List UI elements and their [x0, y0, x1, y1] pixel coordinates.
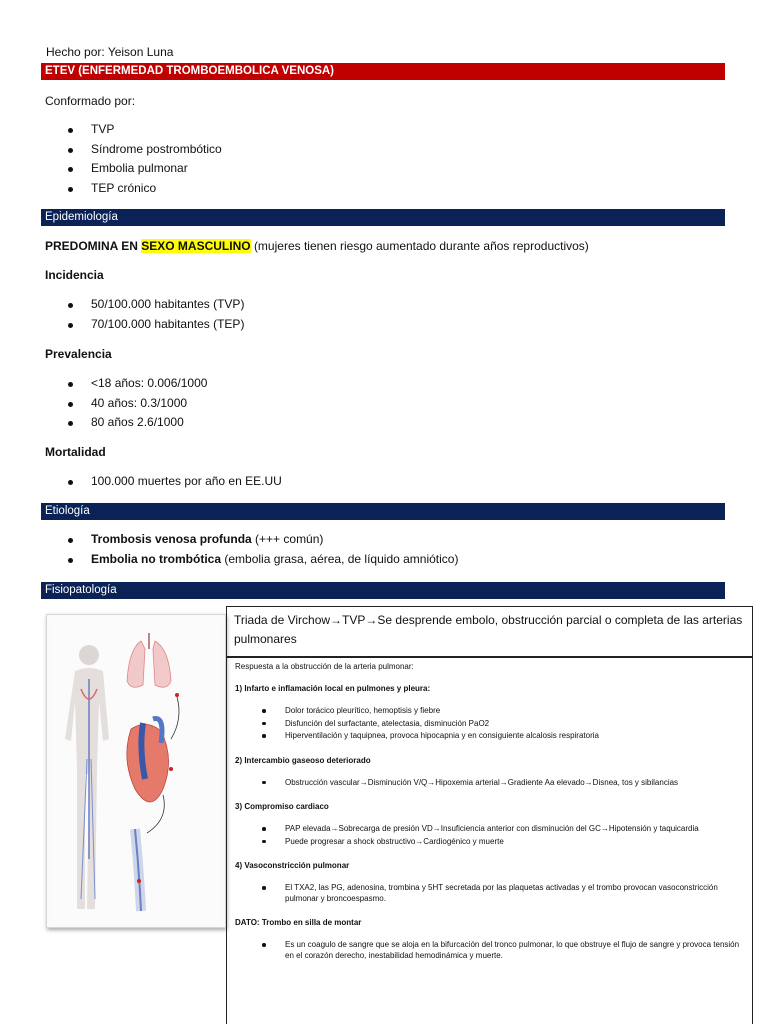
- prevalencia-label: Prevalencia: [45, 347, 112, 361]
- anatomy-illustration: [46, 614, 226, 928]
- list-item: Puede progresar a shock obstructivo→Cardiogénico y muerte: [235, 837, 744, 848]
- panel-section-list: [235, 824, 744, 847]
- virchow-triad-box: Triada de Virchow→TVP→Se desprende embolo, obstrucción parcial o completa de las arterias pulmonares: [226, 606, 753, 657]
- incidencia-label: Incidencia: [45, 268, 104, 282]
- author-line: Hecho por: Yeison Luna: [46, 45, 174, 59]
- item-bold: Trombosis venosa profunda: [91, 532, 252, 546]
- panel-section-list: [235, 706, 744, 742]
- intro-list: [45, 120, 222, 198]
- panel-section-list: [235, 940, 744, 961]
- fisiopatologia-panel: [226, 657, 753, 1024]
- title-band: ETEV (ENFERMEDAD TROMBOEMBOLICA VENOSA): [41, 63, 725, 80]
- list-item: PAP elevada→Sobrecarga de presión VD→Insuficiencia anterior con disminución del GC→Hipotensión y taquicardia: [235, 824, 744, 835]
- list-item: Dolor torácico pleurítico, hemoptisis y fiebre: [235, 706, 744, 717]
- panel-section-title: 2) Intercambio gaseoso deteriorado: [235, 755, 371, 765]
- section-band-etiologia: Etiología: [41, 503, 725, 520]
- panel-intro: Respuesta a la obstrucción de la arteria pulmonar:: [235, 662, 414, 671]
- list-item: <18 años: 0.006/1000: [45, 374, 207, 394]
- panel-section-list: [235, 778, 744, 789]
- etiologia-list: [45, 530, 458, 569]
- list-item: Hiperventilación y taquipnea, provoca hipocapnia y en consiguiente alcalosis respiratoria: [235, 731, 744, 742]
- list-item: 100.000 muertes por año en EE.UU: [45, 472, 282, 492]
- predomina-rest: (mujeres tienen riesgo aumentado durante años reproductivos): [253, 239, 589, 253]
- item-rest: (embolia grasa, aérea, de líquido amniótico): [221, 551, 459, 566]
- list-item: 70/100.000 habitantes (TEP): [45, 315, 244, 335]
- panel-section-list: [235, 883, 744, 904]
- list-item: [45, 530, 458, 550]
- list-item: Síndrome postrombótico: [45, 140, 222, 160]
- predomina-line: [45, 239, 589, 253]
- list-item: [45, 550, 458, 570]
- section-band-fisiopatologia: Fisiopatología: [41, 582, 725, 599]
- panel-section-title: 1) Infarto e inflamación local en pulmones y pleura:: [235, 684, 431, 693]
- list-item: Obstrucción vascular→Disminución V/Q→Hipoxemia arterial→Gradiente Aa elevado→Disnea, tos y sibilancias: [235, 778, 744, 789]
- mortalidad-label: Mortalidad: [45, 445, 106, 459]
- list-item: TEP crónico: [45, 179, 222, 199]
- list-item: 50/100.000 habitantes (TVP): [45, 295, 244, 315]
- item-rest: (+++ común): [251, 532, 324, 546]
- predomina-highlight: SEXO MASCULINO: [141, 239, 251, 253]
- panel-section-title: 4) Vasoconstricción pulmonar: [235, 861, 350, 870]
- panel-section-title: 3) Compromiso cardiaco: [235, 802, 329, 811]
- mortalidad-list: [45, 472, 282, 492]
- item-bold: Embolia no trombótica: [91, 551, 222, 566]
- panel-section-title: DATO: Trombo en silla de montar: [235, 918, 362, 927]
- prevalencia-list: [45, 374, 207, 433]
- list-item: 40 años: 0.3/1000: [45, 394, 207, 414]
- incidencia-list: [45, 295, 244, 334]
- predomina-lead: PREDOMINA EN: [45, 239, 138, 253]
- list-item: TVP: [45, 120, 222, 140]
- intro-label: Conformado por:: [45, 94, 136, 108]
- list-item: Disfunción del surfactante, atelectasia, disminución PaO2: [235, 719, 744, 730]
- list-item: 80 años 2.6/1000: [45, 413, 207, 433]
- list-item: Embolia pulmonar: [45, 159, 222, 179]
- anatomy-illustration-icon: [51, 619, 221, 923]
- list-item: El TXA2, las PG, adenosina, trombina y 5HT secretada por las plaquetas activadas y el trombo provocan vasoconstricción pulmonar y broncoespasmo.: [235, 883, 744, 904]
- section-band-epidemiologia: Epidemiología: [41, 209, 725, 226]
- list-item: Es un coagulo de sangre que se aloja en la bifurcación del tronco pulmonar, lo que obstruye el flujo de sangre y provoca tensión en el corazón derecho, inestabilidad hemodinámica y muerte.: [235, 940, 744, 961]
